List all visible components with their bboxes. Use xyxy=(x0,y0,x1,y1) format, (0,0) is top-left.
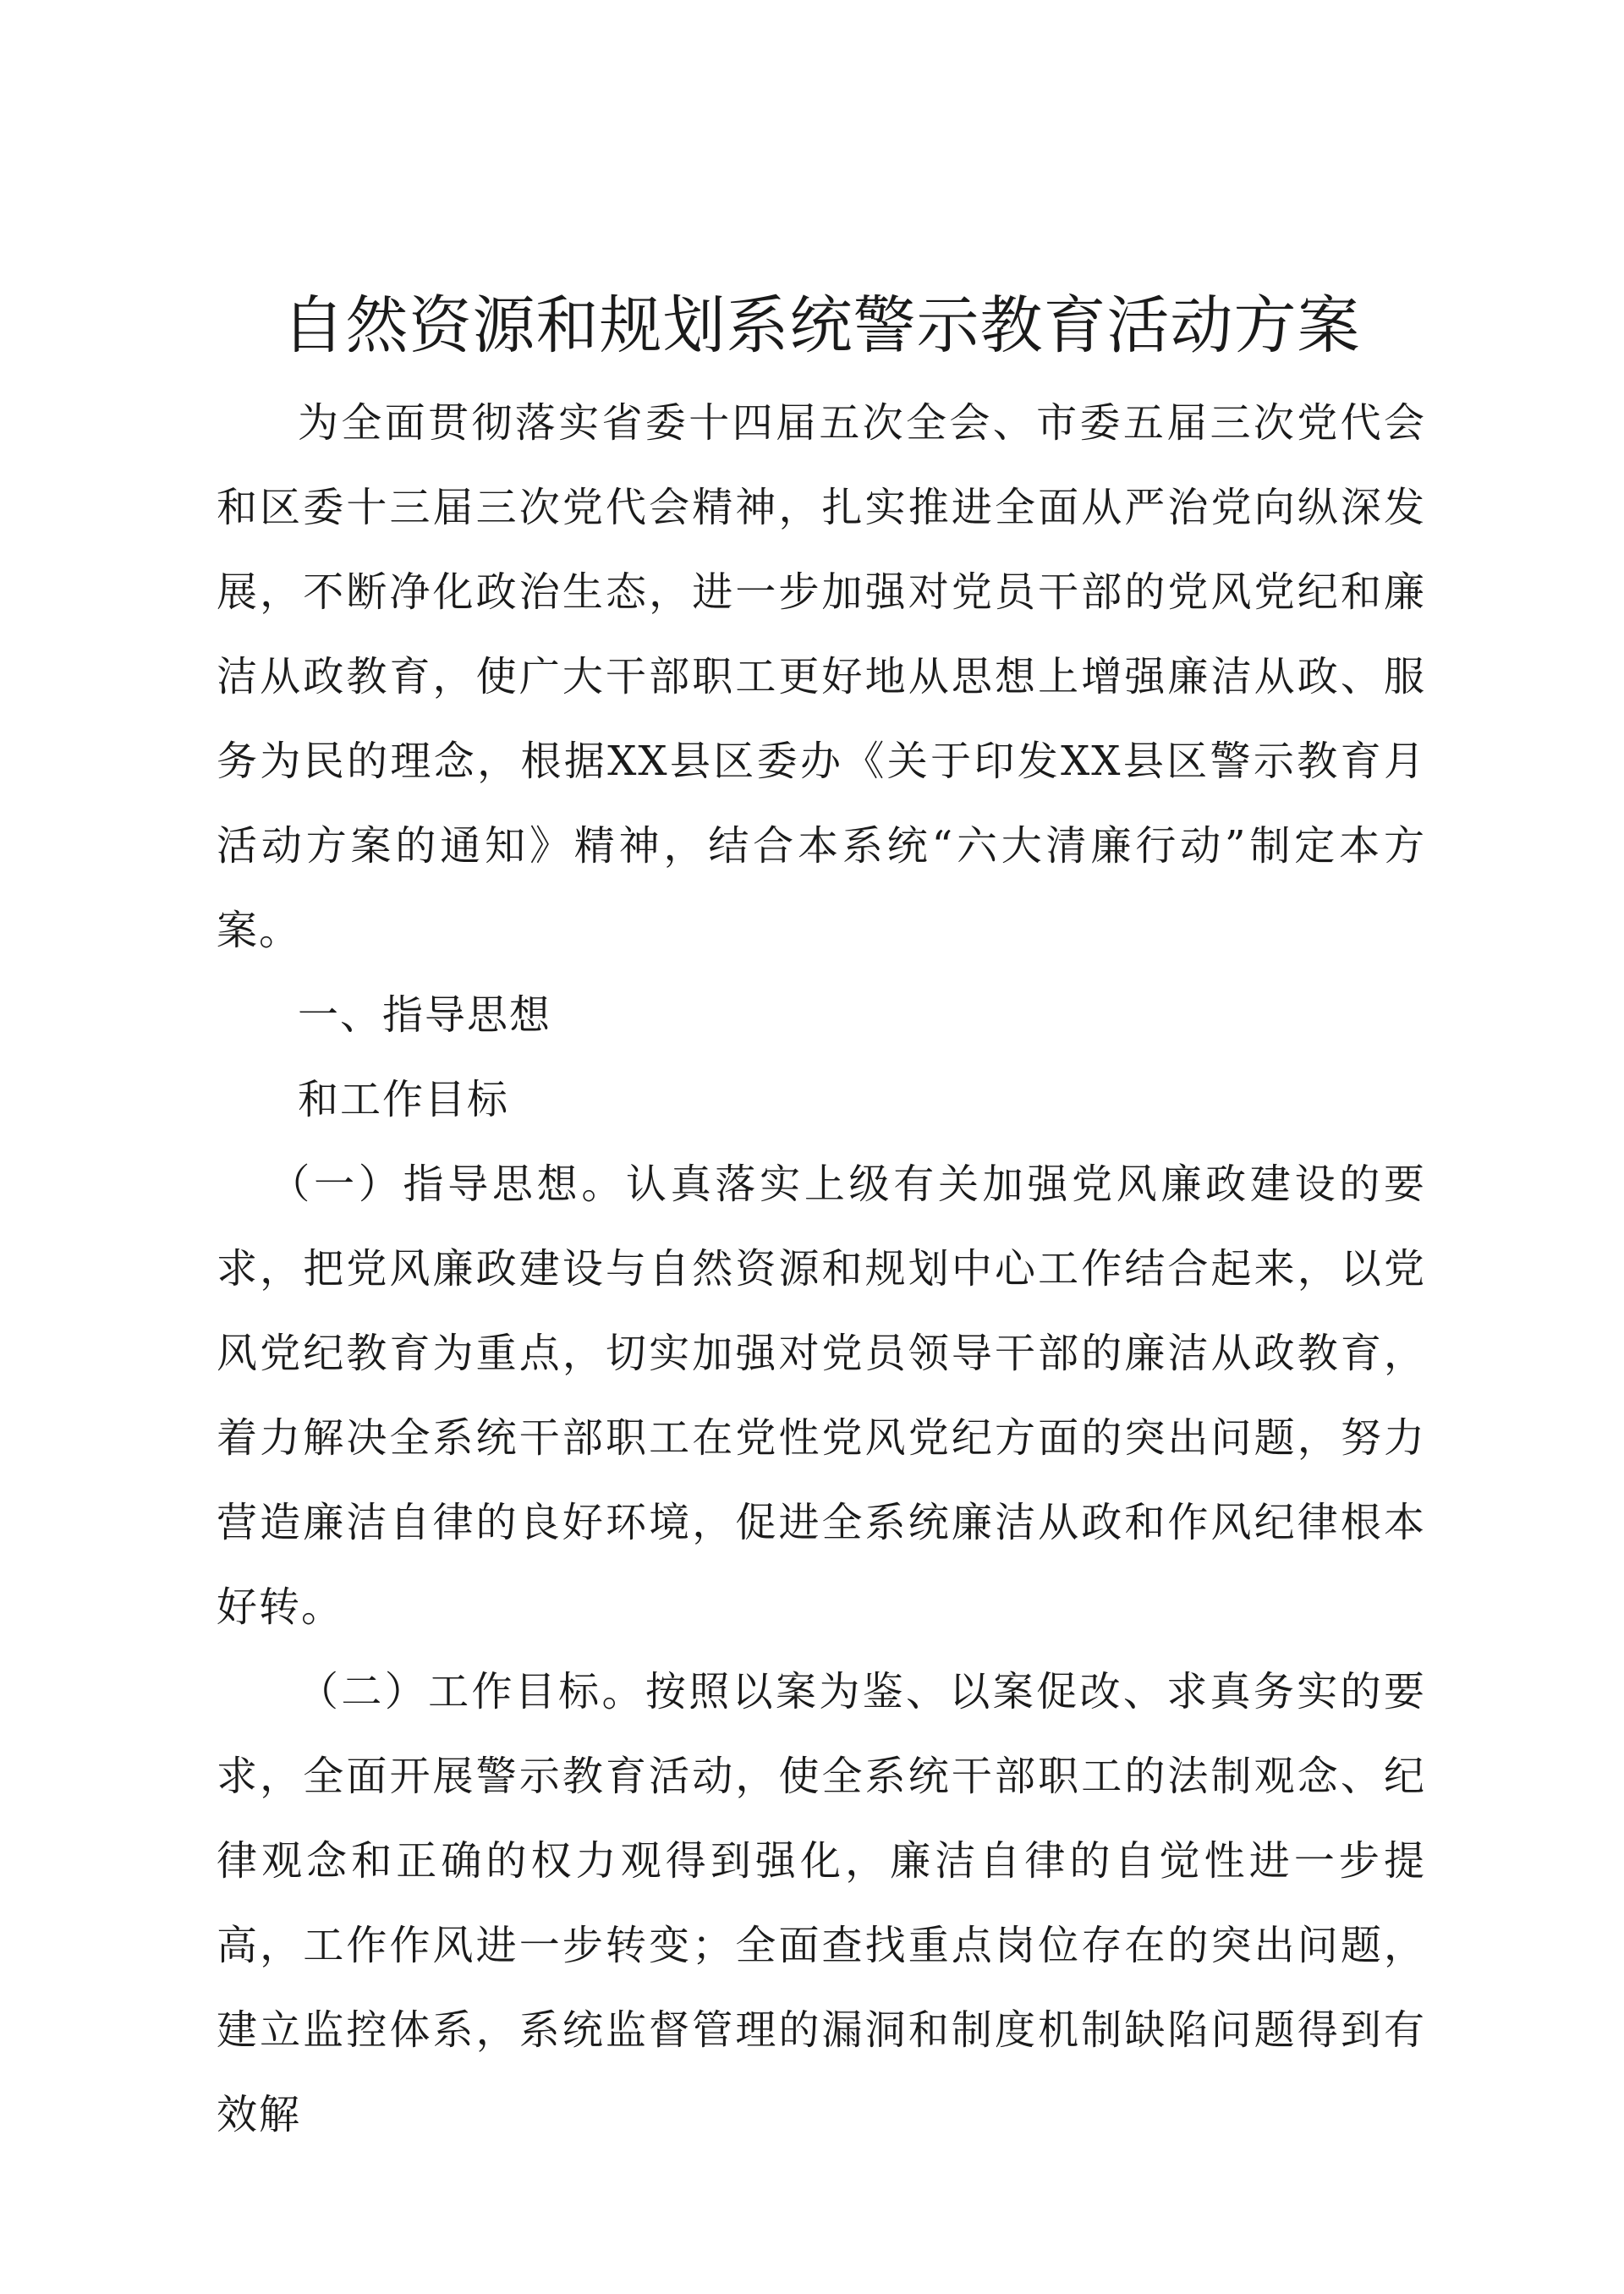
section-heading-line2: 和工作目标 xyxy=(298,1076,510,1123)
guiding-thought-paragraph: （一）指导思想。认真落实上级有关加强党风廉政建设的要求，把党风廉政建设与自然资源和规划中心工作结合起来，以党风党纪教育为重点，切实加强对党员领导干部的廉洁从政教育，着力解决全系统干部职工在党性党风党纪方面的突出问题，努力营造廉洁自律的良好环境，促进全系统廉洁从政和作风纪律根本好转。 xyxy=(217,1161,1426,1631)
section-heading-line1: 一、指导思想 xyxy=(298,991,552,1039)
document-title: 自然资源和规划系统警示教育活动方案 xyxy=(282,289,1361,362)
intro-paragraph: 为全面贯彻落实省委十四届五次全会、市委五届三次党代会和区委十三届三次党代会精神，扎实推进全面从严治党向纵深发展，不断净化政治生态，进一步加强对党员干部的党风党纪和廉洁从政教育，使广大干部职工更好地从思想上增强廉洁从政、服务为民的理念，根据XX县区委办《关于印发XX县区警示教育月活动方案的通知》精神，结合本系统“六大清廉行动”制定本方案。 xyxy=(217,399,1426,954)
document-body xyxy=(217,279,1426,2157)
work-goal-paragraph: （二）工作目标。按照以案为鉴、以案促改、求真务实的要求，全面开展警示教育活动，使全系统干部职工的法制观念、纪律观念和正确的权力观得到强化，廉洁自律的自觉性进一步提高，工作作风进一步转变；全面查找重点岗位存在的突出问题，建立监控体系，系统监督管理的漏洞和制度机制缺陷问题得到有效解 xyxy=(217,1668,1426,2138)
